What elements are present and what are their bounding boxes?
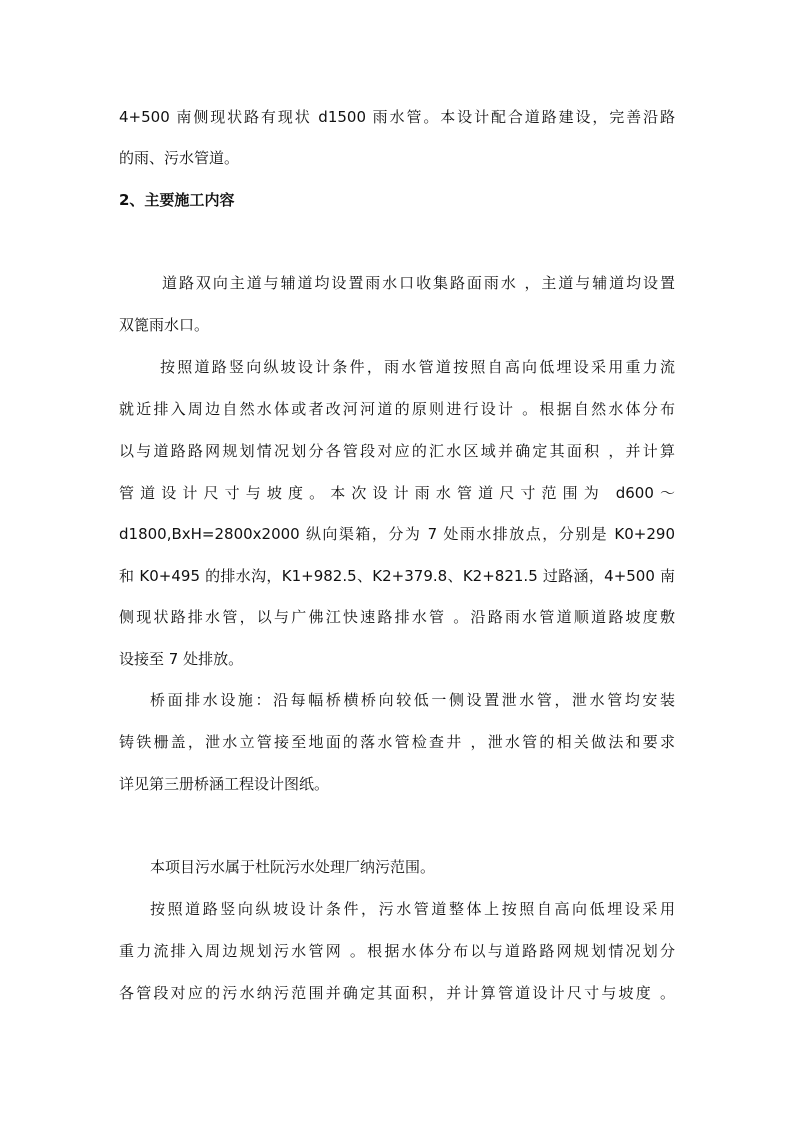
- paragraph-5-line-1: 本项目污水属于杜阮污水处理厂纳污范围。: [150, 858, 436, 876]
- paragraph-3-line-5: d1800,BxH=2800x2000 纵向渠箱，分为 7 处雨水排放点，分别是 K0+290: [119, 525, 675, 543]
- paragraph-1-line-1: 4+500 南侧现状路有现状 d1500 雨水管。本设计配合道路建设，完善沿路: [119, 108, 675, 126]
- paragraph-1-line-2: 的雨、污水管道。: [119, 149, 240, 167]
- paragraph-6-line-3: 各管段对应的污水纳污范围并确定其面积，并计算管道设计尺寸与坡度 。: [119, 984, 675, 1002]
- paragraph-3-line-6: 和 K0+495 的排水沟，K1+982.5、K2+379.8、K2+821.5 过路涵，4+500 南: [119, 567, 675, 585]
- paragraph-6-line-1: 按照道路竖向纵坡设计条件，污水管道整体上按照自高向低埋设采用: [150, 900, 675, 918]
- paragraph-6-line-2: 重力流排入周边规划污水管网 。根据水体分布以与道路路网规划情况划分: [119, 942, 675, 960]
- paragraph-3-line-7: 侧现状路排水管，以与广佛江快速路排水管 。沿路雨水管道顺道路坡度敷: [119, 608, 675, 626]
- paragraph-4-line-1: 桥面排水设施：沿每幅桥横桥向较低一侧设置泄水管，泄水管均安装: [150, 691, 675, 709]
- paragraph-4-line-3: 详见第三册桥涵工程设计图纸。: [119, 775, 330, 793]
- paragraph-3-line-4: 管道设计尺寸与坡度。本次设计雨水管道尺寸范围为 d600～: [119, 484, 675, 502]
- paragraph-2-line-1: 道路双向主道与辅道均设置雨水口收集路面雨水 ，主道与辅道均设置: [162, 274, 675, 292]
- paragraph-2-line-2: 双篦雨水口。: [119, 316, 210, 334]
- paragraph-3-line-1: 按照道路竖向纵坡设计条件，雨水管道按照自高向低埋设采用重力流: [160, 358, 675, 376]
- section-heading: 2、主要施工内容: [119, 191, 235, 209]
- paragraph-3-line-3: 以与道路路网规划情况划分各管段对应的汇水区域并确定其面积 ，并计算: [119, 442, 675, 460]
- paragraph-3-line-8: 设接至 7 处排放。: [119, 650, 244, 668]
- paragraph-3-line-2: 就近排入周边自然水体或者改河河道的原则进行设计 。根据自然水体分布: [119, 400, 675, 418]
- paragraph-4-line-2: 铸铁栅盖，泄水立管接至地面的落水管检查井 ，泄水管的相关做法和要求: [119, 733, 675, 751]
